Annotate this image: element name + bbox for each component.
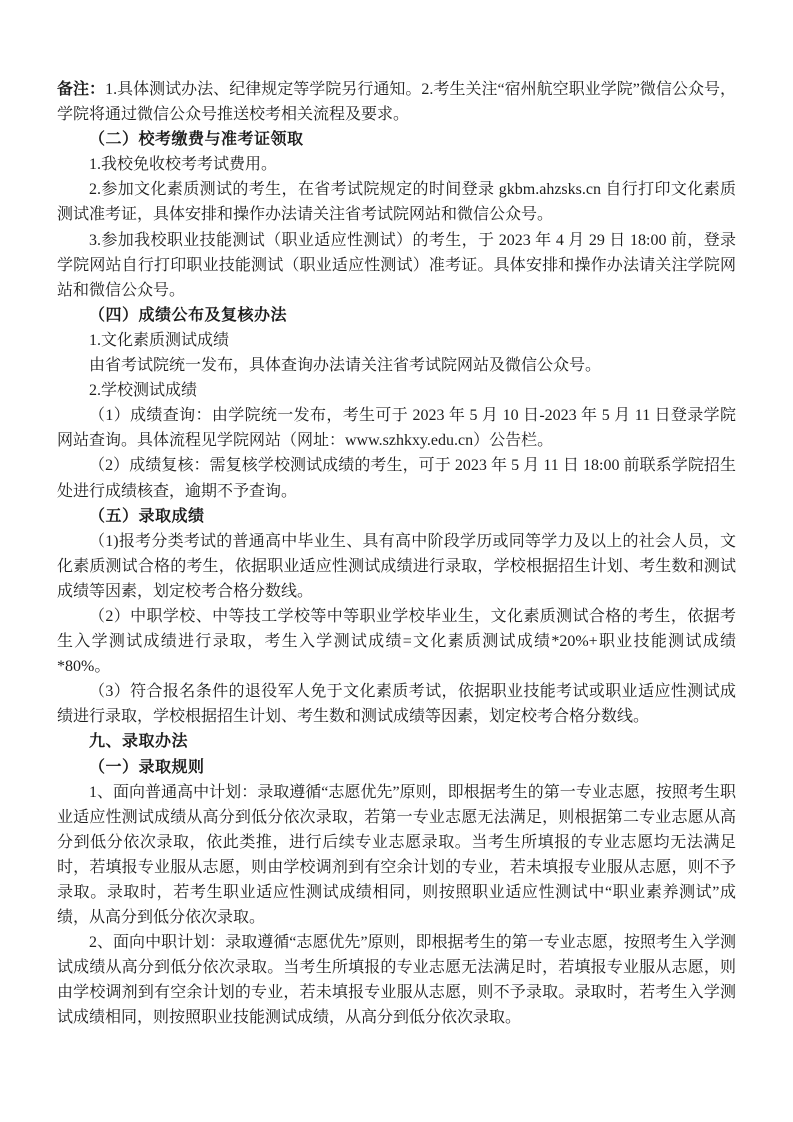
body-paragraph: 1、面向普通高中计划：录取遵循“志愿优先”原则，即根据考生的第一专业志愿，按照考生职业适应性测试成绩从高分到低分依次录取，若第一专业志愿无法满足，则根据第二专业志愿从高分到低分依次录取，依此类推，进行后续专业志愿录取。当考生所填报的专业志愿均无法满足时，若填报专业服从志愿，则由学校调剂到有空余计划的专业，若未填报专业服从志愿，则不予录取。录取时，若考生职业适应性测试成绩相同，则按照职业适应性测试中“职业素养测试”成绩，从高分到低分依次录取。 bbox=[57, 783, 736, 927]
section-heading: （二）校考缴费与准考证领取 bbox=[89, 131, 304, 149]
body-paragraph: 2.学校测试成绩 bbox=[89, 382, 198, 400]
note-paragraph bbox=[57, 77, 736, 127]
section-heading: （一）录取规则 bbox=[89, 758, 205, 776]
body-paragraph: （1)报考分类考试的普通高中毕业生、具有高中阶段学历或同等学力及以上的社会人员，文化素质测试合格的考生，依据职业适应性测试成绩进行录取，学校根据招生计划、考生数和测试成绩等因素，划定校考合格分数线。 bbox=[57, 532, 736, 600]
body-paragraph: 由省考试院统一发布，具体查询办法请关注省考试院网站及微信公众号。 bbox=[89, 357, 602, 375]
paragraph-text: 1.具体测试办法、纪律规定等学院另行通知。2.考生关注“宿州航空职业学院”微信公众号，学院将通过微信公众号推送校考相关流程及要求。 bbox=[57, 81, 736, 124]
body-paragraph: （2）成绩复核：需复核学校测试成绩的考生，可于 2023 年 5 月 11 日 18:00 前联系学院招生处进行成绩核查，逾期不予查询。 bbox=[57, 457, 736, 500]
body-paragraph: 3.参加我校职业技能测试（职业适应性测试）的考生，于 2023 年 4 月 29 日 18:00 前，登录学院网站自行打印职业技能测试（职业适应性测试）准考证。具体安排和操作办法请关注学院网站和微信公众号。 bbox=[57, 231, 736, 299]
body-paragraph: （2）中职学校、中等技工学校等中等职业学校毕业生，文化素质测试合格的考生，依据考生入学测试成绩进行录取，考生入学测试成绩=文化素质测试成绩*20%+职业技能测试成绩*80%。 bbox=[57, 607, 736, 676]
body-paragraph: （1）成绩查询：由学院统一发布，考生可于 2023 年 5 月 10 日-2023 年 5 月 11 日登录学院网站查询。具体流程见学院网站（网址：www.szhkxy.edu.cn）公告栏。 bbox=[57, 407, 736, 450]
section-heading: （四）成绩公布及复核办法 bbox=[89, 306, 288, 324]
body-paragraph: 1.文化素质测试成绩 bbox=[89, 331, 230, 349]
body-paragraph: （3）符合报名条件的退役军人免于文化素质考试，依据职业技能考试或职业适应性测试成绩进行录取，学校根据招生计划、考生数和测试成绩等因素，划定校考合格分数线。 bbox=[57, 683, 736, 726]
body-paragraph: 2.参加文化素质测试的考生，在省考试院规定的时间登录 gkbm.ahzsks.cn 自行打印文化素质测试准考证，具体安排和操作办法请关注省考试院网站和微信公众号。 bbox=[57, 181, 736, 224]
body-paragraph: 1.我校免收校考考试费用。 bbox=[89, 156, 278, 174]
document-body bbox=[57, 77, 736, 1031]
note-label: 备注： bbox=[57, 81, 106, 98]
body-paragraph: 2、面向中职计划：录取遵循“志愿优先”原则，即根据考生的第一专业志愿，按照考生入学测试成绩从高分到低分依次录取。当考生所填报的专业志愿无法满足时，若填报专业服从志愿，则由学校调剂到有空余计划的专业，若未填报专业服从志愿，则不予录取。录取时，若考生入学测试成绩相同，则按照职业技能测试成绩，从高分到低分依次录取。 bbox=[57, 934, 736, 1027]
section-heading: 九、录取办法 bbox=[89, 733, 189, 751]
section-heading: （五）录取成绩 bbox=[89, 507, 205, 525]
